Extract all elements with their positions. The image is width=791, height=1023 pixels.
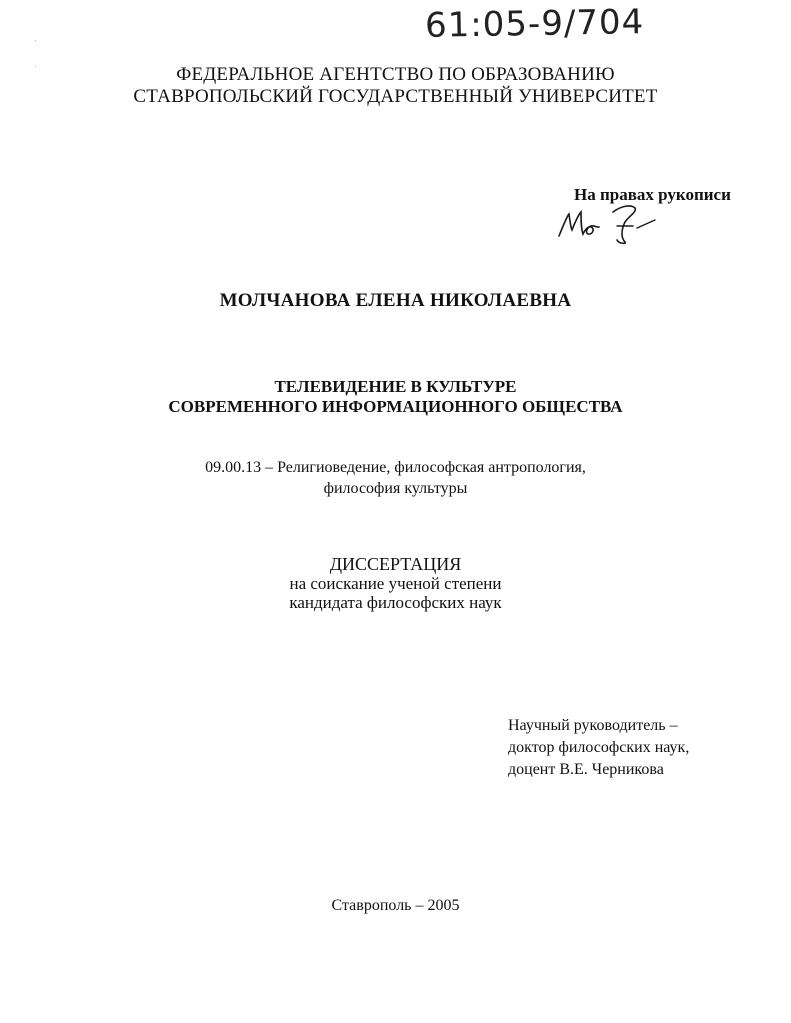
title-line-1: ТЕЛЕВИДЕНИЕ В КУЛЬТУРЕ bbox=[274, 377, 517, 396]
specialty bbox=[0, 457, 791, 499]
degree-line-1: на соискание ученой степени bbox=[289, 574, 502, 593]
specialty-line-2: философия культуры bbox=[323, 480, 468, 497]
scan-artifact bbox=[35, 40, 36, 41]
dissertation-title bbox=[0, 377, 791, 417]
organization-line-1: ФЕДЕРАЛЬНОЕ АГЕНТСТВО ПО ОБРАЗОВАНИЮ bbox=[176, 64, 615, 85]
scientific-supervisor bbox=[508, 715, 689, 781]
specialty-line-1: 09.00.13 – Религиоведение, философская антропология, bbox=[205, 459, 586, 476]
archive-code: 61:05-9/704 bbox=[424, 2, 645, 46]
document-type bbox=[0, 555, 791, 612]
signature-icon bbox=[555, 200, 665, 250]
manuscript-rights-note: На правах рукописи bbox=[574, 185, 731, 204]
place-and-year: Ставрополь – 2005 bbox=[331, 897, 460, 914]
supervisor-line-3: доцент В.Е. Черникова bbox=[508, 761, 664, 778]
degree-line-2: кандидата философских наук bbox=[289, 593, 502, 612]
supervisor-line-1: Научный руководитель – bbox=[508, 717, 678, 734]
author-name: МОЛЧАНОВА ЕЛЕНА НИКОЛАЕВНА bbox=[219, 290, 572, 311]
title-line-2: СОВРЕМЕННОГО ИНФОРМАЦИОННОГО ОБЩЕСТВА bbox=[168, 397, 623, 416]
document-type-label: ДИССЕРТАЦИЯ bbox=[329, 554, 462, 574]
organization-header bbox=[0, 64, 791, 108]
supervisor-line-2: доктор философских наук, bbox=[508, 739, 690, 756]
organization-line-2: СТАВРОПОЛЬСКИЙ ГОСУДАРСТВЕННЫЙ УНИВЕРСИТЕТ bbox=[133, 86, 658, 107]
